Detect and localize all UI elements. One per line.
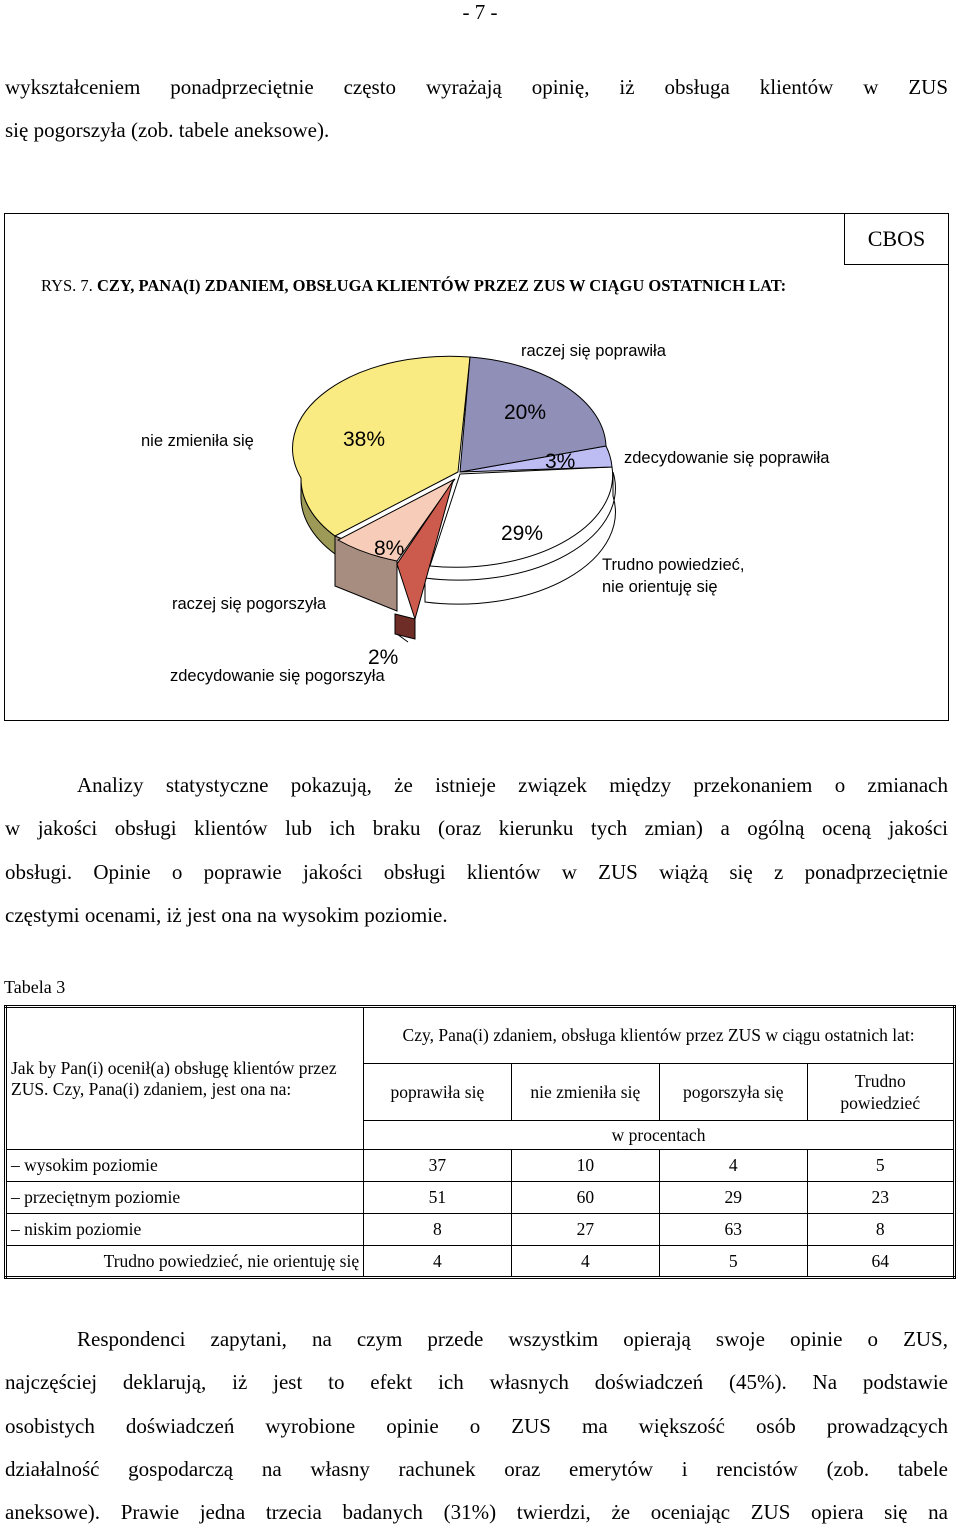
column-header: Trudno powiedzieć <box>807 1064 955 1121</box>
label-trudno-line1: Trudno powiedzieć, <box>602 556 745 574</box>
pct-zdecydowanie-pogorszyla: 2% <box>368 646 399 669</box>
label-zdecydowanie-poprawila: zdecydowanie się poprawiła <box>624 449 830 467</box>
table-cell: 5 <box>807 1150 955 1182</box>
column-header: poprawiła się <box>364 1064 511 1121</box>
pct-trudno: 29% <box>501 522 544 545</box>
row-header-question: Jak by Pan(i) ocenił(a) obsługę klientów przez ZUS. Czy, Pana(i) zdaniem, jest ona na: <box>6 1007 364 1150</box>
paragraph-line: Analizy statystyczne pokazują, że istnieje związek między przekonaniem o zmianach <box>77 773 948 797</box>
analysis-paragraph <box>5 764 948 937</box>
paragraph-line: obsługi. Opinie o poprawie jakości obsługi klientów w ZUS wiążą się z ponadprzeciętnie <box>5 859 948 884</box>
pct-zdecydowanie-poprawila: 3% <box>545 450 576 473</box>
data-table <box>4 1005 956 1279</box>
table-cell: 63 <box>660 1214 807 1246</box>
paragraph-line: działalność gospodarczą na własny rachunek oraz emerytów i rencistów (zob. tabele <box>5 1456 948 1481</box>
figure-question: CZY, PANA(I) ZDANIEM, OBSŁUGA KLIENTÓW PRZEZ ZUS W CIĄGU OSTATNICH LAT: <box>96 276 787 295</box>
unit-row: w procentach <box>364 1121 955 1150</box>
intro-paragraph <box>5 66 948 153</box>
row-label: – wysokim poziomie <box>6 1150 364 1182</box>
figure-label: RYS. 7. <box>41 276 93 295</box>
pct-raczej-pogorszyla: 8% <box>374 537 405 560</box>
pct-raczej-poprawila: 20% <box>504 401 547 424</box>
label-trudno-line2: nie orientuję się <box>602 578 718 596</box>
column-group-header: Czy, Pana(i) zdaniem, obsługa klientów przez ZUS w ciągu ostatnich lat: <box>364 1007 955 1064</box>
column-header: pogorszyła się <box>660 1064 807 1121</box>
table-cell: 37 <box>364 1150 511 1182</box>
figure-box <box>4 213 949 721</box>
table-row <box>6 1182 955 1214</box>
table-row <box>6 1214 955 1246</box>
column-header: nie zmieniła się <box>511 1064 659 1121</box>
table-cell: 60 <box>511 1182 659 1214</box>
label-zdecydowanie-pogorszyla: zdecydowanie się pogorszyła <box>170 667 385 685</box>
pct-nie-zmienila: 38% <box>343 428 386 451</box>
row-label: – niskim poziomie <box>6 1214 364 1246</box>
paragraph-line: aneksowe). Prawie jedna trzecia badanych (31%) twierdzi, że oceniając ZUS opiera się na <box>5 1500 948 1525</box>
paragraph-line: Respondenci zapytani, na czym przede wszystkim opierają swoje opinie o ZUS, <box>77 1327 948 1351</box>
table-cell: 10 <box>511 1150 659 1182</box>
table-cell: 29 <box>660 1182 807 1214</box>
row-label: – przeciętnym poziomie <box>6 1182 364 1214</box>
table-caption: Tabela 3 <box>4 977 66 997</box>
intro-line: się pogorszyła (zob. tabele aneksowe). <box>5 118 330 143</box>
paragraph-line: najczęściej deklarują, iż jest to efekt ich własnych doświadczeń (45%). Na podstawie <box>5 1370 948 1395</box>
table-cell: 4 <box>660 1150 807 1182</box>
label-nie-zmienila: nie zmieniła się <box>141 432 254 450</box>
paragraph-line: w jakości obsługi klientów lub ich braku (oraz kierunku tych zmian) a ogólną oceną jakości <box>5 816 948 841</box>
label-raczej-poprawila: raczej się poprawiła <box>521 342 666 360</box>
row-label: Trudno powiedzieć, nie orientuję się <box>6 1246 364 1278</box>
paragraph-line: osobistych doświadczeń wyrobione opinie o ZUS ma większość osób prowadzących <box>5 1413 948 1438</box>
table-cell: 27 <box>511 1214 659 1246</box>
table-cell: 23 <box>807 1182 955 1214</box>
table-cell: 51 <box>364 1182 511 1214</box>
table-cell: 8 <box>364 1214 511 1246</box>
label-raczej-pogorszyla: raczej się pogorszyła <box>172 595 327 613</box>
table-cell: 8 <box>807 1214 955 1246</box>
table-cell: 4 <box>364 1246 511 1278</box>
table-cell: 4 <box>511 1246 659 1278</box>
page-number: - 7 - <box>462 0 498 24</box>
table-cell: 5 <box>660 1246 807 1278</box>
table-row <box>6 1150 955 1182</box>
paragraph-line: częstymi ocenami, iż jest ona na wysokim poziomie. <box>5 902 448 927</box>
intro-line: wykształceniem ponadprzeciętnie często wyrażają opinię, iż obsługa klientów w ZUS <box>5 75 948 99</box>
sources-paragraph <box>5 1318 948 1534</box>
table-cell: 64 <box>807 1246 955 1278</box>
table-row <box>6 1246 955 1278</box>
cbos-logo: CBOS <box>844 214 948 265</box>
